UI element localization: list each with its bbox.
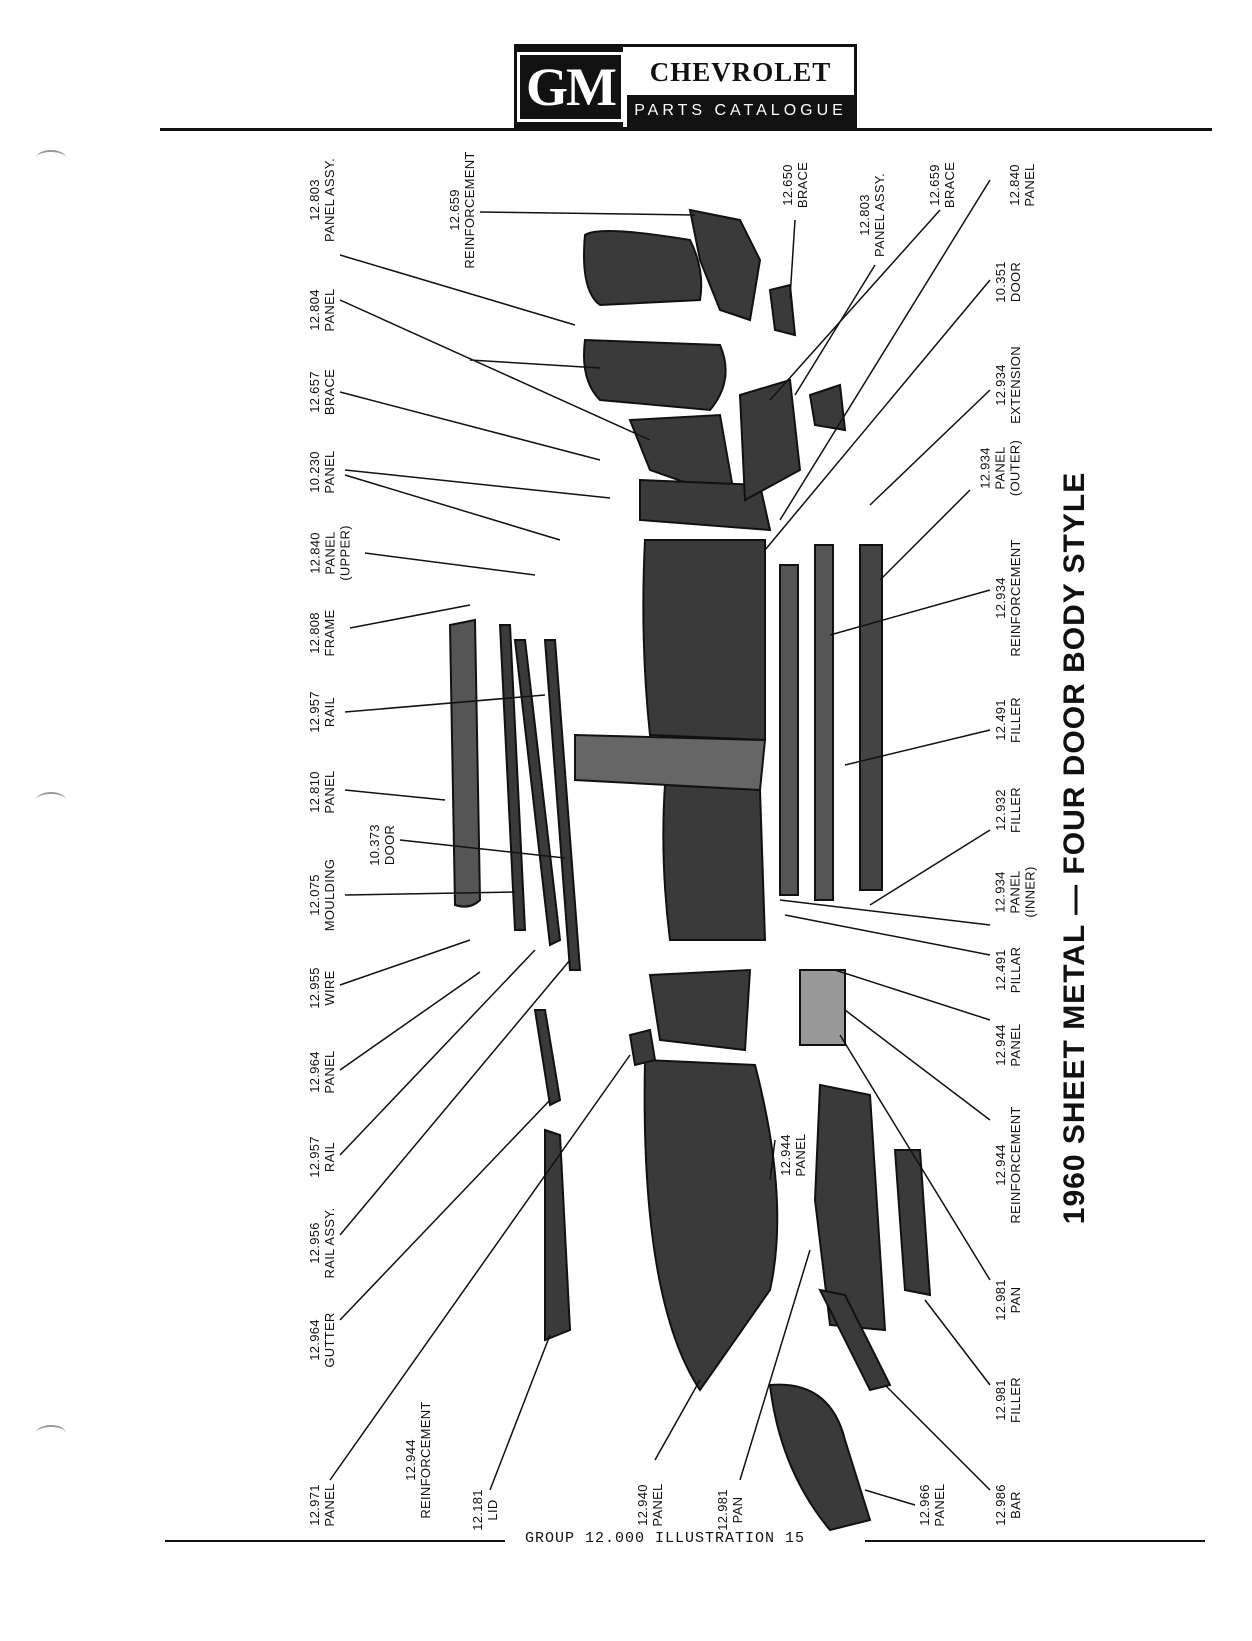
label-gutter: 12.964 GUTTER <box>307 1312 337 1368</box>
part-rocker-reinf <box>815 545 833 900</box>
part-brace-small <box>770 285 795 335</box>
leader-l16 <box>340 1100 550 1320</box>
leader-l14 <box>340 950 535 1155</box>
leader-l11 <box>345 892 515 895</box>
label-door: 10.351 DOOR <box>993 261 1023 303</box>
part-rocker-outer <box>860 545 882 890</box>
label-reinforcement: 12.659 REINFORCEMENT <box>447 151 477 269</box>
part-quarter-trim <box>740 380 800 500</box>
label-panel: 12.804 PANEL <box>307 288 337 332</box>
part-lid <box>545 1130 570 1340</box>
label-pillar: 12.491 PILLAR <box>993 946 1023 994</box>
part-reinforcement-top <box>690 210 760 320</box>
label-frame: 12.808 FRAME <box>307 609 337 657</box>
leader-l34 <box>870 390 990 505</box>
label-panel: 12.966 PANEL <box>917 1483 947 1527</box>
label-brace: 12.657 BRACE <box>307 368 337 416</box>
label-pan: 12.981 PAN <box>715 1489 745 1531</box>
label-filler: 12.981 FILLER <box>993 1377 1023 1423</box>
footer-rule-left <box>165 1540 505 1542</box>
label-reinforcement: 12.934 REINFORCEMENT <box>993 539 1023 657</box>
part-quarter-panel <box>645 1060 778 1390</box>
part-front-door <box>643 540 765 740</box>
part-rear-door <box>663 785 765 940</box>
leader-l30 <box>870 830 990 905</box>
leader-l24 <box>925 1300 990 1385</box>
leader-l19 <box>490 1335 550 1490</box>
leader-l39 <box>790 220 795 298</box>
label-pan: 12.981 PAN <box>993 1279 1023 1321</box>
label-panel: 12.840 PANEL <box>1007 163 1037 207</box>
leader-l12 <box>340 940 470 985</box>
leader-l20 <box>655 1380 700 1460</box>
label-brace: 12.659 BRACE <box>927 161 957 209</box>
leader-l06 <box>365 553 535 575</box>
part-grille-panel <box>800 970 845 1045</box>
part-pan-filler <box>895 1150 930 1295</box>
label-reinforcement: 12.944 REINFORCEMENT <box>403 1401 433 1519</box>
leader-l22 <box>865 1490 915 1505</box>
label-panel: 12.971 PANEL <box>307 1483 337 1527</box>
label-panel: 12.940 PANEL <box>635 1483 665 1527</box>
part-drip-rail <box>630 1030 655 1065</box>
label-panel: 10.230 PANEL <box>307 450 337 494</box>
label-lid: 12.181 LID <box>470 1489 500 1531</box>
leader-l02 <box>480 212 695 215</box>
label-panel: 12.944 PANEL <box>778 1133 808 1177</box>
part-reinforcement-strip <box>535 1010 560 1105</box>
part-panel-upper <box>584 340 726 410</box>
label-rail: 12.957 RAIL <box>307 1136 337 1178</box>
leader-l33 <box>880 490 970 580</box>
part-roof-panel <box>450 620 480 907</box>
part-rocker-inner <box>780 565 798 895</box>
label-bar: 12.986 BAR <box>993 1484 1023 1526</box>
leader-l32 <box>830 590 990 635</box>
label-rail-assy: 12.956 RAIL ASSY. <box>307 1207 337 1279</box>
label-reinforcement: 12.944 REINFORCEMENT <box>993 1106 1023 1224</box>
label-panel-assy: 12.803 PANEL ASSY. <box>857 173 887 257</box>
label-panel-assy: 12.803 PANEL ASSY. <box>307 158 337 242</box>
label-door: 10.373 DOOR <box>367 824 397 866</box>
label-filler: 12.932 FILLER <box>993 787 1023 833</box>
part-center-pillar <box>575 735 765 790</box>
footer-rule-right <box>865 1540 1205 1542</box>
label-wire: 12.955 WIRE <box>307 967 337 1009</box>
leader-l35 <box>765 280 990 550</box>
label-panel: 12.964 PANEL <box>307 1050 337 1094</box>
gm-logo-mark: GM <box>517 47 623 127</box>
leader-l15 <box>340 960 570 1235</box>
part-wheelhouse <box>650 970 750 1050</box>
leader-l04 <box>340 392 600 460</box>
label-panel-inner: 12.934 PANEL (INNER) <box>992 866 1038 918</box>
label-brace: 12.650 BRACE <box>780 161 810 209</box>
leader-l09 <box>345 790 445 800</box>
leader-l23 <box>885 1385 990 1490</box>
label-panel-outer: 12.934 PANEL (OUTER) <box>977 439 1023 497</box>
leader-l29 <box>780 900 990 925</box>
catalogue-subtitle: PARTS CATALOGUE <box>627 95 854 127</box>
leader-l38 <box>795 265 875 395</box>
label-panel: 12.944 PANEL <box>993 1023 1023 1067</box>
part-panel-assy <box>584 231 701 305</box>
label-panel-upper: 12.840 PANEL (UPPER) <box>307 525 353 581</box>
label-rail: 12.957 RAIL <box>307 691 337 733</box>
leader-l05a <box>345 470 610 498</box>
leader-l13 <box>340 972 480 1070</box>
label-extension: 12.934 EXTENSION <box>993 346 1023 424</box>
leader-l05b <box>345 475 560 540</box>
leader-l27 <box>835 970 990 1020</box>
label-panel: 12.810 PANEL <box>307 770 337 814</box>
label-filler: 12.491 FILLER <box>993 697 1023 743</box>
footer-caption: GROUP 12.000 ILLUSTRATION 15 <box>525 1530 806 1547</box>
brand-name: CHEVROLET <box>649 57 832 87</box>
page-title: 1960 SHEET METAL — FOUR DOOR BODY STYLE <box>1058 471 1091 1225</box>
label-moulding: 12.075 MOULDING <box>307 858 337 932</box>
part-lower-panel <box>770 1385 870 1530</box>
